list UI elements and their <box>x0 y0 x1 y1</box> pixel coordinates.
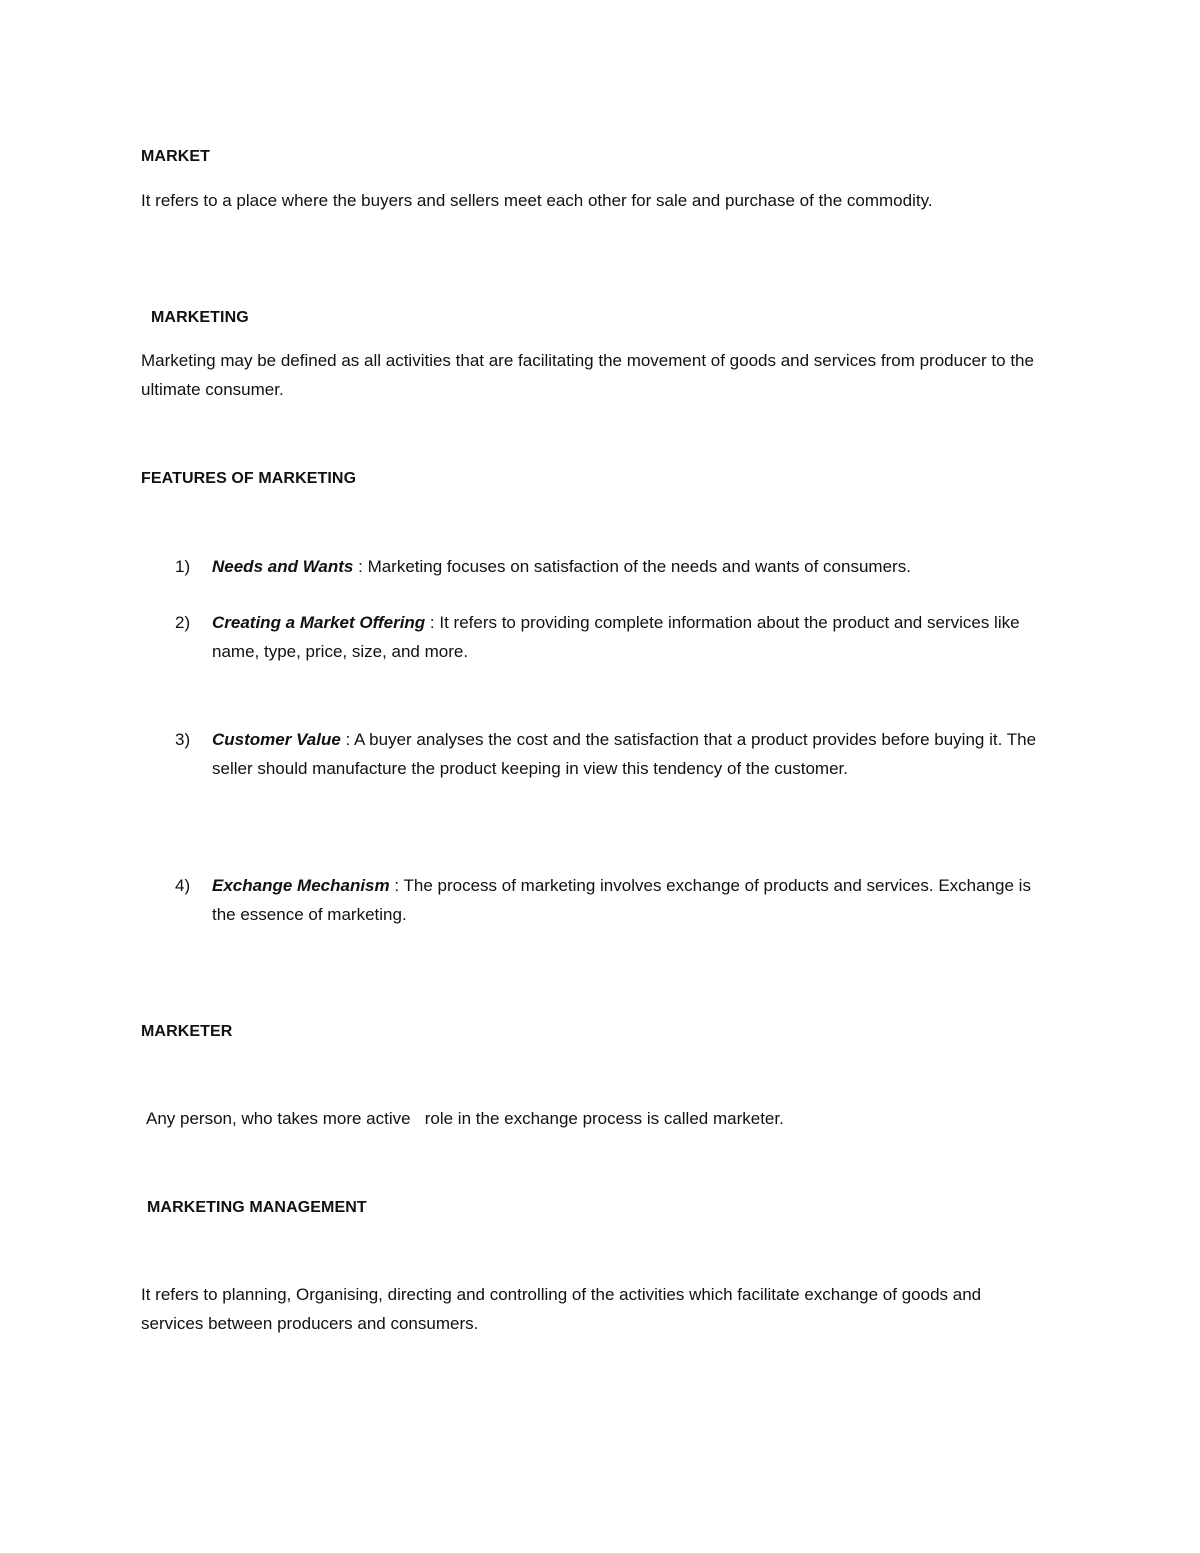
section-body-marketing: Marketing may be defined as all activities that are facilitating the movement of goods and services from producer to the ultimate consumer. <box>141 351 1034 399</box>
feature-text-block <box>212 552 1061 581</box>
feature-description: Marketing focuses on satisfaction of the needs and wants of consumers. <box>367 557 911 576</box>
feature-term: Customer Value <box>212 730 341 749</box>
feature-number: 3) <box>175 730 191 749</box>
feature-description: The process of marketing involves exchange of products and services. Exchange is the essence of marketing. <box>212 876 1031 924</box>
feature-separator: : <box>425 613 440 632</box>
feature-number: 1) <box>175 557 191 576</box>
section-body-marketing-management: It refers to planning, Organising, directing and controlling of the activities which facilitate exchange of goods and services between producers and consumers. <box>141 1285 982 1333</box>
feature-item <box>175 725 1061 783</box>
section-body-market: It refers to a place where the buyers and sellers meet each other for sale and purchase of the commodity. <box>141 191 933 210</box>
section-heading-marketing-management: MARKETING MANAGEMENT <box>147 1199 367 1216</box>
feature-description: It refers to providing complete information about the product and services like name, type, price, size, and more. <box>212 613 1020 661</box>
feature-text-block <box>212 725 1061 783</box>
feature-number: 2) <box>175 613 191 632</box>
feature-item <box>175 871 1061 929</box>
section-heading-marketing: MARKETING <box>151 309 249 326</box>
feature-separator: : <box>340 730 355 749</box>
feature-text-block <box>212 871 1042 929</box>
feature-term: Creating a Market Offering <box>212 613 426 632</box>
feature-item <box>175 552 1061 581</box>
section-heading-marketer: MARKETER <box>141 1023 233 1040</box>
feature-description: A buyer analyses the cost and the satisfaction that a product provides before buying it. The seller should manufacture the product keeping in view this tendency of the customer. <box>212 730 1037 778</box>
feature-term: Exchange Mechanism <box>212 876 390 895</box>
feature-item <box>175 608 1061 666</box>
feature-text-block <box>212 608 1061 666</box>
feature-number: 4) <box>175 876 191 895</box>
section-body-marketer: Any person, who takes more active role in the exchange process is called marketer. <box>146 1109 784 1128</box>
section-heading-market: MARKET <box>141 148 211 165</box>
feature-separator: : <box>389 876 404 895</box>
feature-separator: : <box>353 557 368 576</box>
feature-term: Needs and Wants <box>212 557 354 576</box>
section-heading-features: FEATURES OF MARKETING <box>141 470 357 487</box>
